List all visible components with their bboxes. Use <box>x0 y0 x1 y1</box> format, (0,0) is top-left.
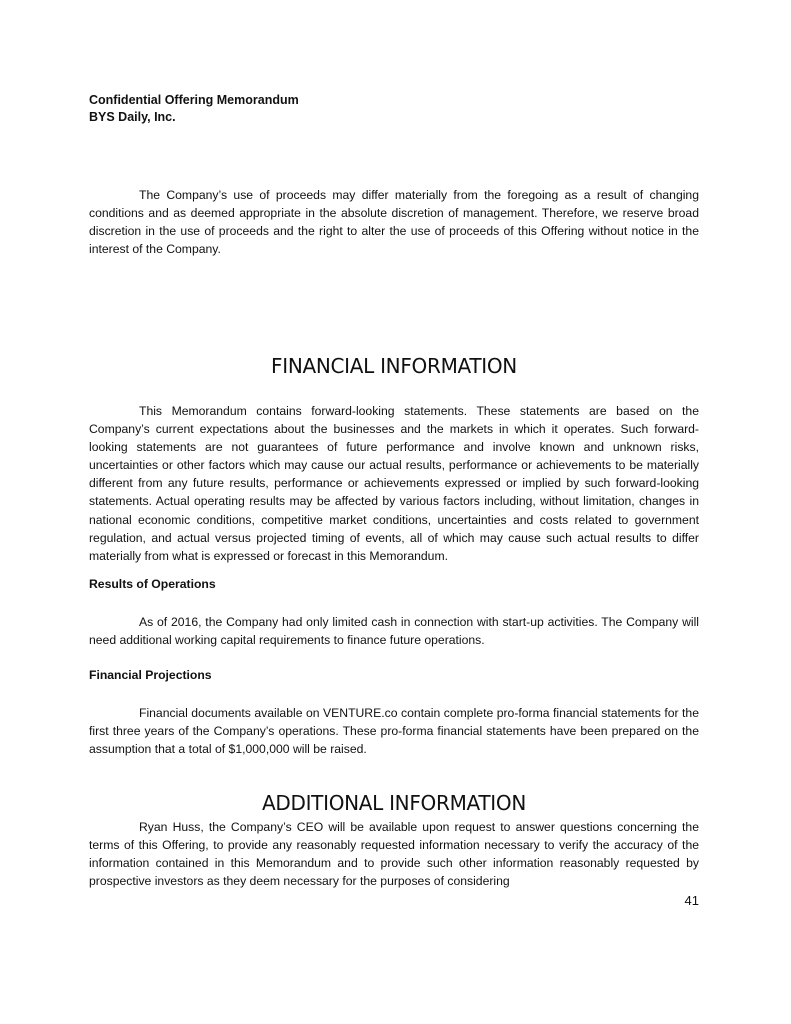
document-header <box>89 92 299 126</box>
results-of-operations-heading: Results of Operations <box>89 577 216 591</box>
additional-information-heading: ADDITIONAL INFORMATION <box>262 791 526 815</box>
use-of-proceeds-paragraph: The Company’s use of proceeds may differ materially from the foregoing as a result of changing conditions and as deemed appropriate in the absolute discretion of management. Therefore, we reserve broad discretion in the use of proceeds and the right to alter the use of proceeds of this Offering without notice in the interest of the Company. <box>89 188 699 257</box>
additional-information-paragraph: Ryan Huss, the Company’s CEO will be available upon request to answer questions concerning the terms of this Offering, to provide any reasonably requested information necessary to verify the accuracy of the information contained in this Memorandum and to provide such other information reasonably requested by prospective investors as they deem necessary for the purposes of considering <box>89 820 699 889</box>
results-of-operations-paragraph: As of 2016, the Company had only limited cash in connection with start-up activities. The Company will need additional working capital requirements to finance future operations. <box>89 615 699 648</box>
financial-information-heading: FINANCIAL INFORMATION <box>271 354 517 378</box>
page-number: 41 <box>684 893 699 908</box>
financial-information-paragraph: This Memorandum contains forward-looking statements. These statements are based on the Company’s current expectations about the businesses and the markets in which it operates. Such forward-looking statements are not guarantees of future performance and involve known and unknown risks, uncertainties or other factors which may cause our actual results, performance or achievements to be materially different from any future results, performance or achievements expressed or implied by such forward-looking statements. Actual operating results may be affected by various factors including, without limitation, changes in national economic conditions, competitive market conditions, uncertainties and costs related to government regulation, and actual versus projected timing of events, all of which may cause such actual results to differ materially from what is expressed or forecast in this Memorandum. <box>89 404 699 563</box>
header-title: Confidential Offering Memorandum <box>89 93 299 107</box>
financial-projections-paragraph: Financial documents available on VENTURE.co contain complete pro-forma financial statements for the first three years of the Company’s operations. These pro-forma financial statements have been prepared on the assumption that a total of $1,000,000 will be raised. <box>89 706 699 757</box>
financial-projections-heading: Financial Projections <box>89 668 212 682</box>
header-company: BYS Daily, Inc. <box>89 110 176 124</box>
